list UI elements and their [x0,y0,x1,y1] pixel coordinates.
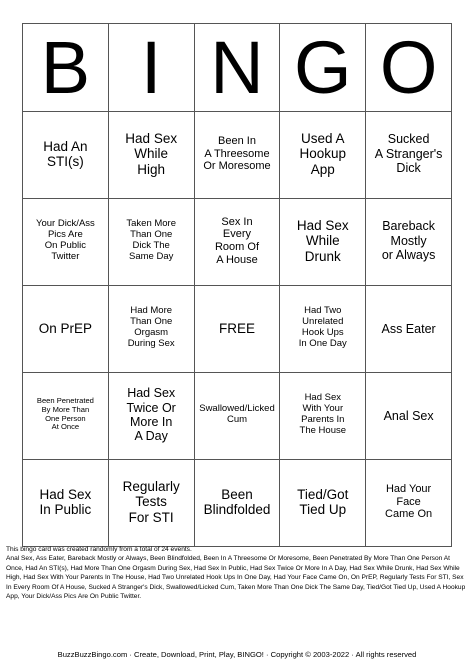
bingo-cell [194,373,280,460]
bingo-cell-text: Had Sex While High [125,130,178,177]
bingo-cell-text: Been Penetrated By More Than One Person At Once [36,396,94,432]
bingo-cell-text: Had An STI(s) [43,138,88,170]
bingo-header-row [23,24,452,112]
bingo-cell-text: Had Sex In Public [39,486,92,518]
header-letter-n: N [194,24,280,112]
bingo-cell-text: Had Your Face Came On [385,483,433,521]
bingo-cell-text: Sucked A Stranger's Dick [374,132,443,176]
bingo-card [22,23,452,547]
bingo-cell [366,112,452,199]
bingo-cell [108,460,194,547]
free-space-label: FREE [218,320,255,336]
bingo-cell [280,112,366,199]
bingo-cell-text: Had Sex While Drunk [296,217,349,264]
bingo-row-1 [23,112,452,199]
bingo-cell [23,460,109,547]
bingo-row-4 [23,373,452,460]
header-letter-g: G [280,24,366,112]
bingo-row-2 [23,199,452,286]
bingo-cell [280,460,366,547]
bingo-cell [108,373,194,460]
bingo-cell-text: Taken More Than One Dick The Same Day [126,218,177,263]
bingo-cell [280,373,366,460]
card-footnote [6,545,468,601]
header-letter-b: B [23,24,109,112]
bingo-cell-text: On PrEP [38,320,93,336]
bingo-cell-text: Swallowed/Licked Cum [199,403,275,426]
bingo-cell-text: Been In A Threesome Or Moresome [203,135,271,173]
bingo-cell-text: Bareback Mostly or Always [381,219,436,263]
bingo-cell-text: Ass Eater [381,321,436,336]
bingo-cell-text: Anal Sex [383,408,434,423]
bingo-cell [366,373,452,460]
bingo-cell [23,112,109,199]
bingo-row-5 [23,460,452,547]
bingo-cell [108,286,194,373]
bingo-cell [366,199,452,286]
bingo-cell [23,373,109,460]
bingo-row-3 [23,286,452,373]
site-footer: BuzzBuzzBingo.com · Create, Download, Print, Play, BINGO! · Copyright © 2003-2022 · All rights reserved [57,650,417,659]
bingo-cell [108,112,194,199]
bingo-cell [108,199,194,286]
bingo-cell [23,199,109,286]
bingo-cell [194,112,280,199]
bingo-cell-text: Been Blindfolded [203,486,271,518]
bingo-cell-text: Tied/Got Tied Up [297,486,349,518]
bingo-free-space [194,286,280,373]
header-letter-i: I [108,24,194,112]
bingo-cell-text: Your Dick/Ass Pics Are On Public Twitter [36,218,95,263]
bingo-cell [194,460,280,547]
bingo-cell-text: Sex In Every Room Of A House [214,215,259,266]
bingo-cell [366,286,452,373]
footnote-event-list: Anal Sex, Ass Eater, Bareback Mostly or Always, Been Blindfolded, Been In A Threesome Or Moresome, Been Penetrated By More Than One Person At Once, Had An STI(s), Had More Than One Orgasm During Sex, Had Sex In Public, Had Sex Twice Or More In A Day, Had Sex While Drunk, Had Sex While High, Had Sex With Your Parents In The House, Had Two Unrelated Hook Ups In One Day, Had Your Face Came On, On PrEP, Regularly Tests For STI, Sex In Every Room Of A House, Sucked A Stranger's Dick, Swallowed/Licked Cum, Taken More Than One Dick The Same Day, Tied/Got Tied Up, Used A Hookup App, Your Dick/Ass Pics Are On Public Twitter. [6,555,466,601]
bingo-cell [194,199,280,286]
bingo-cell-text: Had Two Unrelated Hook Ups In One Day [298,305,347,350]
bingo-cell [280,286,366,373]
bingo-cell-text: Had Sex With Your Parents In The House [299,392,347,437]
bingo-cell [280,199,366,286]
bingo-cell-text: Had More Than One Orgasm During Sex [127,305,175,350]
header-letter-o: O [366,24,452,112]
bingo-cell-text: Used A Hookup App [299,130,347,177]
bingo-cell-text: Had Sex Twice Or More In A Day [126,386,176,444]
bingo-cell [23,286,109,373]
bingo-cell-text: Regularly Tests For STI [122,478,180,525]
bingo-cell [366,460,452,547]
footnote-intro: This bingo card was created randomly from a total of 24 events. [6,546,192,553]
